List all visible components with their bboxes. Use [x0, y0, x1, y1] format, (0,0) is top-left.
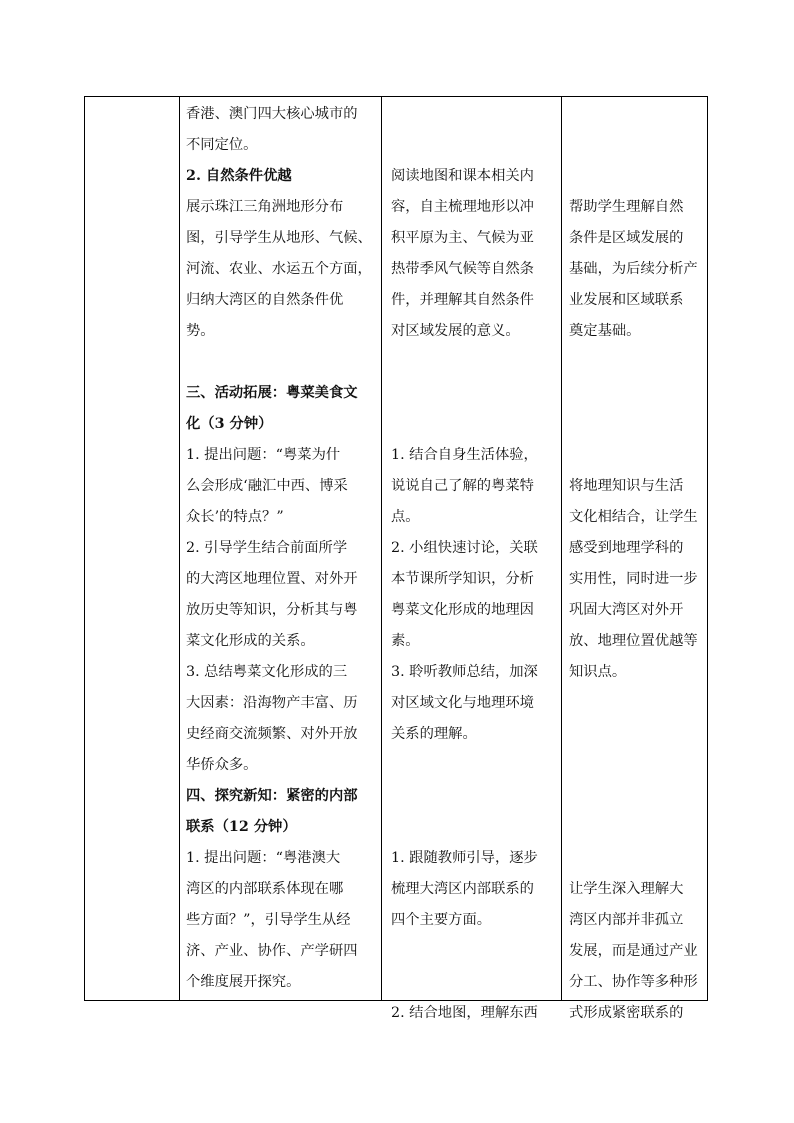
student-activity-line: 热带季风气候等自然条: [391, 261, 534, 277]
design-intent-cell: [561, 97, 709, 1021]
student-activity-line: 说说自己了解的粤菜特: [391, 478, 534, 494]
teacher-activity-line: 个维度展开探究。: [186, 974, 301, 990]
teacher-activity-line: 湾区的内部联系体现在哪: [186, 881, 344, 897]
teacher-activity-line: 1. 提出问题：“粤港澳大: [186, 850, 341, 866]
student-activity-line: 本节课所学知识，分析: [391, 571, 534, 587]
student-activity-line: 1. 跟随教师引导，逐步: [391, 850, 538, 866]
design-intent-line: [569, 750, 703, 781]
design-intent-line: 湾区内部并非孤立: [569, 912, 684, 928]
teacher-activity-cell: [179, 97, 376, 1000]
lesson-plan-table: [84, 96, 708, 1021]
teaching-phase-cell: [85, 97, 179, 1000]
student-activity-line: [391, 812, 550, 843]
design-intent-line: 放、地理位置优越等: [569, 633, 698, 649]
design-intent-line: 基础，为后续分析产: [569, 261, 698, 277]
student-activity-line: [391, 781, 550, 812]
teacher-activity-line: 些方面？”，引导学生从经: [186, 912, 351, 928]
student-activity-line: 3. 聆听教师总结，加深: [391, 664, 538, 680]
design-intent-line: 文化相结合，让学生: [569, 509, 698, 525]
teacher-activity-line: 2. 自然条件优越: [186, 168, 292, 184]
student-activity-line: 素。: [391, 633, 420, 649]
teacher-activity-line: 么会形成‘融汇中西、博采: [186, 478, 348, 494]
design-intent-line: [569, 347, 703, 378]
teacher-activity-line: 史经商交流频繁、对外开放: [186, 726, 358, 742]
design-intent-line: [569, 130, 703, 161]
teacher-activity-line: 不同定位。: [186, 137, 258, 153]
student-activity-line: [391, 130, 550, 161]
design-intent-line: [569, 719, 703, 750]
design-intent-line: [569, 440, 703, 471]
teacher-activity-line: 众长’的特点？”: [186, 509, 284, 525]
student-activity-line: 对区域发展的意义。: [391, 323, 520, 339]
student-activity-cell: [381, 97, 556, 1021]
teacher-activity-line: 势。: [186, 323, 215, 339]
teacher-activity-line: 华侨众多。: [186, 757, 258, 773]
student-activity-line: 2. 结合地图，理解东西: [391, 1005, 538, 1021]
teacher-activity-line: 化（3 分钟）: [186, 416, 273, 432]
design-intent-line: 发展，而是通过产业: [569, 943, 698, 959]
design-intent-line: [569, 378, 703, 409]
teacher-activity-line: 三、活动拓展：粤菜美食文: [186, 385, 358, 401]
design-intent-line: [569, 781, 703, 812]
design-intent-line: 式形成紧密联系的: [569, 1005, 684, 1021]
design-intent-line: [569, 161, 703, 192]
student-activity-line: 容，自主梳理地形以冲: [391, 199, 534, 215]
teacher-activity-line: 联系（12 分钟）: [186, 819, 297, 835]
design-intent-line: 感受到地理学科的: [569, 540, 684, 556]
design-intent-line: 帮助学生理解自然: [569, 199, 684, 215]
student-activity-line: 对区域文化与地理环境: [391, 695, 534, 711]
student-activity-line: 积平原为主、气候为亚: [391, 230, 534, 246]
teacher-activity-line: 图，引导学生从地形、气候、: [186, 230, 372, 246]
design-intent-line: [569, 99, 703, 130]
student-activity-line: [391, 347, 550, 378]
design-intent-line: [569, 688, 703, 719]
student-activity-line: 粤菜文化形成的地理因: [391, 602, 534, 618]
design-intent-line: 业发展和区域联系: [569, 292, 684, 308]
student-activity-line: 关系的理解。: [391, 726, 477, 742]
design-intent-line: 条件是区域发展的: [569, 230, 684, 246]
design-intent-line: [569, 409, 703, 440]
teacher-activity-line: 菜文化形成的关系。: [186, 633, 315, 649]
student-activity-line: [391, 967, 550, 998]
teacher-activity-line: 1. 提出问题：“粤菜为什: [186, 447, 341, 463]
design-intent-line: [569, 812, 703, 843]
design-intent-line: 将地理知识与生活: [569, 478, 684, 494]
design-intent-line: 知识点。: [569, 664, 627, 680]
student-activity-line: 点。: [391, 509, 420, 525]
student-activity-line: 件，并理解其自然条件: [391, 292, 534, 308]
teacher-activity-line: 归纳大湾区的自然条件优: [186, 292, 344, 308]
student-activity-line: [391, 99, 550, 130]
student-activity-line: [391, 378, 550, 409]
design-intent-line: 让学生深入理解大: [569, 881, 684, 897]
student-activity-line: 1. 结合自身生活体验，: [391, 447, 538, 463]
student-activity-line: [391, 409, 550, 440]
student-activity-line: 阅读地图和课本相关内: [391, 168, 534, 184]
student-activity-line: 2. 小组快速讨论，关联: [391, 540, 538, 556]
teacher-activity-line: 3. 总结粤菜文化形成的三: [186, 664, 348, 680]
teacher-activity-line: 四、探究新知：紧密的内部: [186, 788, 358, 804]
teacher-activity-line: 放历史等知识，分析其与粤: [186, 602, 358, 618]
teacher-activity-line: 香港、澳门四大核心城市的: [186, 106, 358, 122]
teacher-activity-line: 的大湾区地理位置、对外开: [186, 571, 358, 587]
student-activity-line: [391, 750, 550, 781]
student-activity-line: 梳理大湾区内部联系的: [391, 881, 534, 897]
teacher-activity-line: 展示珠江三角洲地形分布: [186, 199, 344, 215]
teacher-activity-line: 2. 引导学生结合前面所学: [186, 540, 348, 556]
design-intent-line: 奠定基础。: [569, 323, 641, 339]
student-activity-line: [391, 936, 550, 967]
teacher-activity-line: [186, 347, 374, 378]
design-intent-line: 巩固大湾区对外开: [569, 602, 684, 618]
teacher-activity-line: 大因素：沿海物产丰富、历: [186, 695, 358, 711]
student-activity-line: 四个主要方面。: [391, 912, 492, 928]
design-intent-line: [569, 843, 703, 874]
design-intent-line: 分工、协作等多种形: [569, 974, 698, 990]
teacher-activity-line: 济、产业、协作、产学研四: [186, 943, 358, 959]
teacher-activity-line: 河流、农业、水运五个方面，: [186, 261, 372, 277]
design-intent-line: 实用性，同时进一步: [569, 571, 698, 587]
